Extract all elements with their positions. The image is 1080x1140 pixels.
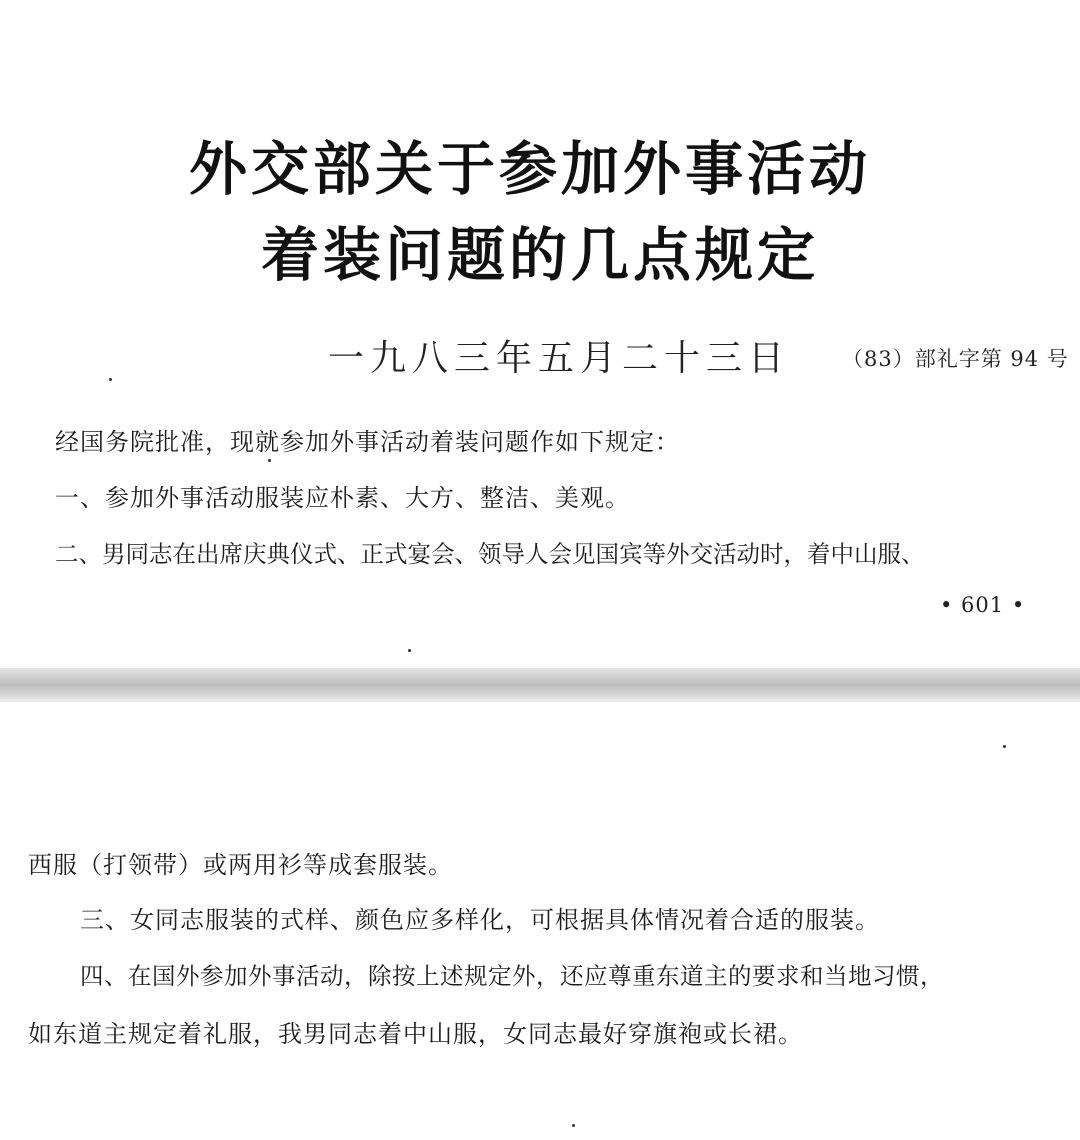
scan-speck — [572, 1124, 575, 1127]
page-separator — [0, 668, 1080, 702]
scan-speck — [1003, 745, 1006, 748]
scan-speck — [408, 649, 411, 652]
scan-speck — [268, 459, 271, 462]
paragraph-rule-4-start: 四、在国外参加外事活动，除按上述规定外，还应尊重东道主的要求和当地习惯， — [80, 962, 944, 990]
document-number: （83）部礼字第 94 号 — [842, 347, 1069, 371]
document-page-bottom — [0, 702, 1080, 1140]
scan-speck — [109, 378, 112, 381]
paragraph-rule-2-start: 二、男同志在出席庆典仪式、正式宴会、领导人会见国宾等外交活动时，着中山服、 — [55, 540, 925, 568]
paragraph-rule-3: 三、女同志服装的式样、颜色应多样化，可根据具体情况着合适的服装。 — [80, 906, 880, 934]
document-date: 一九八三年五月二十三日 — [328, 338, 791, 379]
paragraph-rule-2-end: 西服（打领带）或两用衫等成套服装。 — [28, 851, 453, 879]
page-number: • 601 • — [940, 593, 1026, 617]
paragraph-rule-1: 一、参加外事活动服装应朴素、大方、整洁、美观。 — [55, 484, 630, 512]
paragraph-rule-4-end: 如东道主规定着礼服，我男同志着中山服，女同志最好穿旗袍或长裙。 — [28, 1020, 803, 1048]
paragraph-intro: 经国务院批准，现就参加外事活动着装问题作如下规定： — [55, 428, 680, 456]
document-title-line2: 着装问题的几点规定 — [260, 221, 819, 289]
document-title-line1: 外交部关于参加外事活动 — [188, 135, 871, 203]
